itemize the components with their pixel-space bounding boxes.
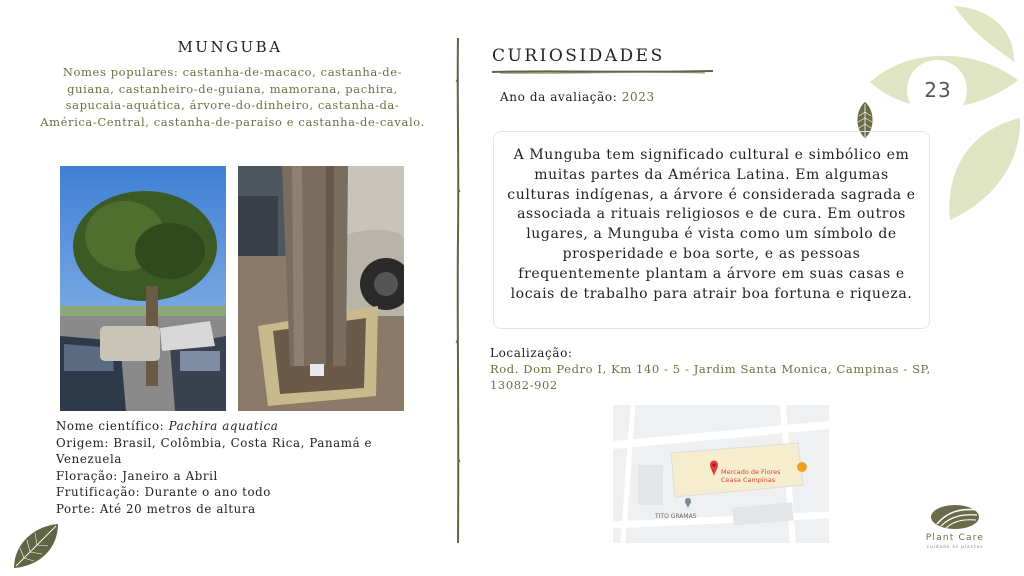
map-pin-label-1: Mercado de Flores <box>721 468 781 476</box>
location-map[interactable] <box>613 405 829 543</box>
leaf-shape <box>949 118 1020 220</box>
origin: Origem: Brasil, Colômbia, Costa Rica, Panamá e Venezuela <box>56 435 373 467</box>
size: Porte: Até 20 metros de altura <box>56 501 256 516</box>
curiosidades-title: CURIOSIDADES <box>492 46 665 66</box>
curiosity-text: A Munguba tem significado cultural e simbólico em muitas partes da América Latina. Em algumas culturas indígenas, a árvore é considerada sagrada e associada a rituais religiosos e de cura. Em outros lugares, a Munguba é vista como um símbolo de prosperidade e boa sorte, e as pessoas frequentemente plantam a árvore em suas casas e locais de trabalho para atrair boa fortuna e riqueza. <box>507 147 916 302</box>
brand-name: Plant Care <box>925 533 985 543</box>
year-value: 2023 <box>621 90 655 104</box>
evaluation-year <box>500 90 655 104</box>
flowering: Floração: Janeiro a Abril <box>56 468 218 483</box>
fruiting: Frutificação: Durante o ano todo <box>56 485 272 500</box>
title-underline <box>490 68 715 76</box>
location-label: Localização: <box>490 346 573 360</box>
map-secondary-label: TITO GRAMAS <box>655 513 697 520</box>
tree-photo <box>60 166 226 411</box>
leaf-shape <box>954 6 1014 62</box>
popular-names: Nomes populares: castanha-de-macaco, castanha-de-guiana, castanheiro-de-guiana, mamorana, pachira, sapucaia-aquática, árvore-do-dinheiro, castanha-da-América-Central, castanha-de-paraíso e castanha-de-cavalo. <box>40 65 425 129</box>
plant-info <box>56 418 416 518</box>
curiosity-card <box>493 131 930 329</box>
food-icon <box>797 462 807 472</box>
leaf-decoration-bottom-left <box>10 520 62 572</box>
page-number: 23 <box>924 78 952 102</box>
vertical-divider <box>455 38 461 543</box>
year-label: Ano da avaliação: <box>500 90 622 104</box>
trunk-photo <box>238 166 404 411</box>
plant-title: MUNGUBA <box>177 38 283 56</box>
map-pin-label-2: Ceasa Campinas <box>721 476 776 484</box>
brand-tagline: cuidado às plantas <box>926 545 984 550</box>
scientific-name: Pachira aquatica <box>168 419 279 433</box>
scientific-label: Nome científico: <box>56 419 169 433</box>
scientific-name-row <box>56 418 416 435</box>
location-address: Rod. Dom Pedro I, Km 140 - 5 - Jardim Santa Monica, Campinas - SP, 13082-902 <box>490 362 931 392</box>
plant-care-logo-icon <box>929 502 981 532</box>
